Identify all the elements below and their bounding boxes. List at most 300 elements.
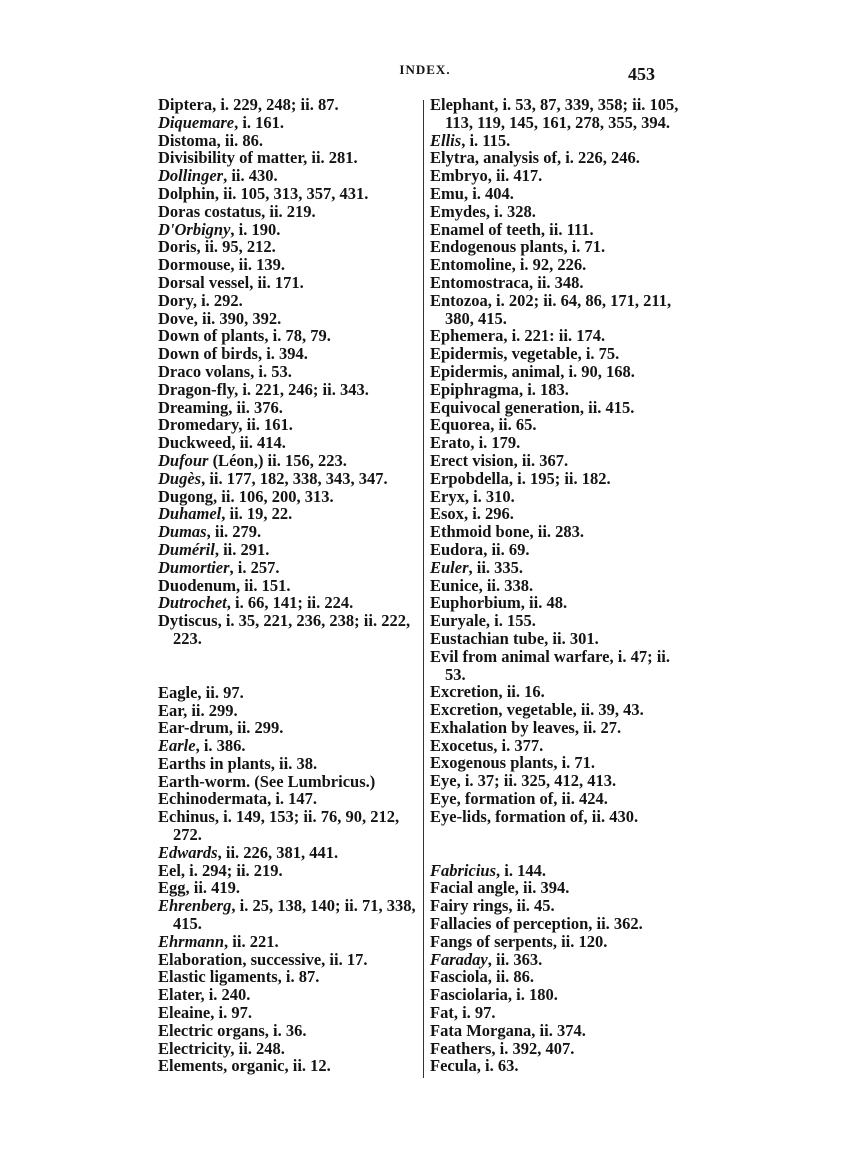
entry-term: Dytiscus	[158, 611, 218, 631]
index-entry	[158, 897, 418, 933]
entry-references: , ii. 39, 43.	[572, 700, 644, 720]
entry-term: Dormouse	[158, 255, 231, 275]
index-entry	[430, 327, 680, 345]
index-entry	[430, 399, 680, 417]
index-entry	[158, 221, 418, 239]
index-column-right	[430, 96, 680, 1075]
entry-term: Erect vision	[430, 450, 514, 470]
index-entry	[158, 114, 418, 132]
index-entry	[158, 559, 418, 577]
index-entry	[430, 559, 680, 577]
entry-references: , ii. 283.	[529, 522, 585, 542]
entry-references: , ii. 279.	[206, 522, 262, 542]
index-entry	[158, 327, 418, 345]
entry-term: Earle	[158, 736, 196, 756]
index-entry	[430, 345, 680, 363]
entry-references: , ii. 430.	[223, 166, 278, 186]
entry-term: Eunice	[430, 575, 479, 595]
entry-term: Edwards	[158, 842, 218, 862]
index-entry	[158, 951, 418, 969]
entry-term: Ethmoid bone	[430, 522, 530, 542]
entry-references: , i. 294; ii. 219.	[180, 860, 283, 880]
entry-term: Elytra, analysis of	[430, 148, 557, 168]
entry-term: Elater	[158, 985, 201, 1005]
entry-references: , i. 190.	[230, 219, 281, 239]
entry-references: , i. 66, 141; ii. 224.	[226, 593, 354, 613]
entry-term: Divisibility of matter	[158, 148, 304, 168]
entry-references: , ii. 120.	[552, 931, 608, 951]
index-entry	[158, 185, 418, 203]
entry-references: , ii. 335.	[468, 557, 524, 577]
index-column-left	[158, 96, 418, 1075]
entry-references: , ii. 17.	[321, 949, 368, 969]
index-entry	[430, 149, 680, 167]
index-entry	[430, 594, 680, 612]
entry-term: Earth-worm	[158, 771, 246, 791]
entry-term: Endogenous plants	[430, 237, 564, 257]
index-entry	[158, 256, 418, 274]
index-entry	[158, 773, 418, 791]
entry-term: Faraday	[430, 949, 488, 969]
entry-term: Elephant	[430, 95, 495, 114]
index-entry	[158, 167, 418, 185]
entry-term: Earths in plants	[158, 753, 271, 773]
entry-references: , ii. 414.	[231, 433, 286, 453]
index-entry	[158, 505, 418, 523]
index-entry	[430, 630, 680, 648]
entry-references: , i. 161.	[234, 112, 285, 132]
index-entry	[430, 221, 680, 239]
entry-references: . (See Lumbricus.)	[245, 771, 376, 791]
index-entry	[158, 594, 418, 612]
index-entry	[158, 1057, 418, 1075]
index-entry	[158, 1004, 418, 1022]
entry-references: , i. 75.	[577, 344, 620, 364]
index-entry	[158, 363, 418, 381]
entry-term: Dolphin	[158, 183, 215, 203]
entry-term: Dugès	[158, 468, 202, 488]
entry-term: Eudora	[430, 539, 484, 559]
entry-term: Ehrmann	[158, 931, 225, 951]
entry-references: , ii. 367.	[513, 450, 569, 470]
entry-term: Emu	[430, 183, 464, 203]
entry-term: Eel	[158, 860, 181, 880]
entry-references: , i. 202; ii. 64, 86, 171, 211, 380, 415.	[445, 290, 672, 328]
entry-references: , i. 71.	[553, 753, 596, 773]
entry-term: Entomostraca	[430, 272, 529, 292]
entry-references: , ii. 86.	[487, 967, 535, 987]
entry-term: Fata Morgana	[430, 1020, 532, 1040]
index-entry	[158, 96, 418, 114]
index-entry	[158, 149, 418, 167]
index-entry	[158, 790, 418, 808]
index-entry	[158, 862, 418, 880]
index-entry	[430, 416, 680, 434]
index-entry	[158, 416, 418, 434]
index-entry	[158, 1040, 418, 1058]
index-entry	[430, 505, 680, 523]
entry-term: Dollinger	[158, 166, 224, 186]
entry-term: Entozoa	[430, 290, 488, 310]
entry-term: Erpobdella	[430, 468, 509, 488]
index-entry	[430, 1022, 680, 1040]
entry-references: , i. 92, 226.	[511, 255, 587, 275]
entry-term: Euler	[430, 557, 469, 577]
entry-references: , ii. 219.	[261, 201, 316, 221]
entry-references: , ii. 171.	[249, 272, 304, 292]
entry-references: , i. 87.	[277, 967, 320, 987]
entry-term: Fairy rings	[430, 896, 509, 916]
entry-references: , ii. 161.	[238, 415, 293, 435]
entry-term: Feathers	[430, 1038, 492, 1058]
index-entry	[158, 933, 418, 951]
entry-references: , i. 257.	[229, 557, 280, 577]
entry-references: , ii. 106, 200, 313.	[213, 486, 334, 506]
entry-references: , ii. 48.	[520, 593, 568, 613]
entry-references: , ii. 45.	[508, 896, 555, 916]
entry-references: , i. 328.	[485, 201, 536, 221]
entry-references: , ii. 301.	[544, 628, 599, 648]
index-entry	[158, 737, 418, 755]
entry-references: , i. 63.	[476, 1056, 519, 1076]
entry-references: , ii. 16.	[498, 682, 545, 702]
entry-references: , ii. 390, 392.	[193, 308, 282, 328]
entry-term: Dromedary	[158, 415, 239, 435]
index-entry	[158, 1022, 418, 1040]
entry-references: , i. 53.	[250, 361, 292, 381]
entry-term: Fallacies of perception	[430, 914, 589, 934]
index-group-f	[430, 862, 680, 1076]
entry-term: Enamel of teeth	[430, 219, 541, 239]
index-entry	[430, 968, 680, 986]
entry-references: , ii. 177, 182, 338, 343, 347.	[201, 468, 388, 488]
index-entry	[158, 274, 418, 292]
entry-term: Excretion, vegetable	[430, 700, 573, 720]
entry-references: , ii. 299.	[183, 700, 238, 720]
index-entry	[430, 381, 680, 399]
entry-references: , i. 47; ii. 53.	[445, 646, 670, 684]
entry-term: Euphorbium	[430, 593, 521, 613]
entry-references: , i. 36.	[264, 1020, 307, 1040]
index-entry	[158, 968, 418, 986]
entry-term: Echinus	[158, 807, 215, 827]
index-group-e-continued	[430, 96, 680, 826]
index-entry	[430, 737, 680, 755]
index-entry	[430, 132, 680, 150]
entry-term: Dutrochet	[158, 593, 227, 613]
running-header: INDEX.	[399, 62, 451, 77]
index-entry	[430, 1004, 680, 1022]
entry-term: Exogenous plants	[430, 753, 554, 773]
entry-references: , ii. 86.	[216, 130, 263, 150]
entry-references: , ii. 419.	[185, 878, 241, 898]
entry-references: , i. 240.	[200, 985, 251, 1005]
entry-references: , ii. 105, 313, 357, 431.	[214, 183, 369, 203]
entry-references: , i. 226, 246.	[556, 148, 640, 168]
entry-references: , i. 149, 153; ii. 76, 90, 212, 272.	[173, 807, 400, 845]
entry-term: Eryx	[430, 486, 465, 506]
index-entry	[158, 470, 418, 488]
index-entry	[430, 238, 680, 256]
index-entry	[158, 381, 418, 399]
index-entry	[158, 844, 418, 862]
entry-term: Dreaming	[158, 397, 229, 417]
entry-term: Fabricius	[430, 860, 497, 880]
entry-term: Eustachian tube	[430, 628, 545, 648]
entry-references: , i. 144.	[496, 860, 546, 880]
index-entry	[430, 185, 680, 203]
entry-references: , ii. 226, 381, 441.	[217, 842, 339, 862]
entry-term: Fangs of serpents	[430, 931, 553, 951]
index-entry	[430, 203, 680, 221]
index-entry	[430, 648, 680, 684]
index-entry	[158, 577, 418, 595]
entry-term: Emydes	[430, 201, 486, 221]
entry-term: Epiphragma	[430, 379, 519, 399]
entry-term: Draco volans	[158, 361, 251, 381]
entry-term: Duodenum	[158, 575, 236, 595]
entry-references: , ii. 281.	[303, 148, 358, 168]
index-entry	[158, 132, 418, 150]
entry-references: , i. 296.	[463, 504, 514, 524]
index-entry	[158, 612, 418, 648]
entry-term: Ephemera	[430, 326, 504, 346]
entry-references: , ii. 12.	[284, 1056, 331, 1076]
entry-references: , ii. 95, 212.	[196, 237, 276, 257]
entry-term: Dorsal vessel	[158, 272, 250, 292]
entry-term: Duckweed	[158, 433, 232, 453]
index-entry	[430, 933, 680, 951]
index-group-d	[158, 96, 418, 648]
index-entry	[430, 808, 680, 826]
index-entry	[430, 434, 680, 452]
entry-term: Eye	[430, 771, 457, 791]
index-entry	[430, 523, 680, 541]
index-entry	[430, 1057, 680, 1075]
index-entry	[430, 897, 680, 915]
index-entry	[158, 292, 418, 310]
entry-term: Ear	[158, 700, 184, 720]
index-entry	[430, 274, 680, 292]
entry-term: Exocetus	[430, 735, 494, 755]
entry-term: D'Orbigny	[158, 219, 231, 239]
entry-references: , ii. 97.	[197, 682, 244, 702]
entry-term: Distoma	[158, 130, 217, 150]
entry-references: , ii. 430.	[583, 806, 639, 826]
entry-references: , ii. 248.	[230, 1038, 285, 1058]
index-entry	[430, 683, 680, 701]
index-entry	[158, 541, 418, 559]
index-entry	[430, 96, 680, 132]
entry-references: , ii. 69.	[483, 539, 530, 559]
index-entry	[430, 879, 680, 897]
entry-references: , ii. 38.	[270, 753, 318, 773]
index-entry	[430, 951, 680, 969]
entry-references: , ii. 376.	[228, 397, 283, 417]
entry-references: , i. 404.	[463, 183, 514, 203]
entry-term: Dragon-fly	[158, 379, 235, 399]
entry-term: Evil from animal warfare	[430, 646, 610, 666]
entry-references: , i. 392, 407.	[491, 1038, 575, 1058]
entry-term: Eagle	[158, 682, 198, 702]
entry-references: , i. 180.	[507, 985, 558, 1005]
index-entry	[430, 488, 680, 506]
entry-term: Dumas	[158, 522, 207, 542]
entry-term: Duhamel	[158, 504, 222, 524]
entry-references: , i. 147.	[267, 789, 318, 809]
entry-term: Duméril	[158, 539, 215, 559]
entry-references: , i. 97.	[453, 1003, 496, 1023]
index-entry	[430, 790, 680, 808]
entry-references: , ii. 65.	[490, 415, 537, 435]
column-divider	[423, 100, 424, 1078]
entry-references: , ii. 111.	[540, 219, 594, 239]
index-entry	[430, 719, 680, 737]
entry-references: , i. 90, 168.	[560, 361, 635, 381]
entry-references: , i. 155.	[485, 611, 536, 631]
index-entry	[430, 292, 680, 328]
entry-term: Dory	[158, 290, 193, 310]
entry-term: Dugong	[158, 486, 214, 506]
index-entry	[430, 256, 680, 274]
entry-term: Fecula	[430, 1056, 477, 1076]
entry-term: Fasciolaria	[430, 985, 508, 1005]
entry-term: Diquemare	[158, 112, 235, 132]
entry-term: Dove	[158, 308, 194, 328]
entry-references: , i. 229, 248; ii. 87.	[212, 95, 339, 114]
entry-references: , ii. 363.	[487, 949, 543, 969]
entry-term: Facial angle	[430, 878, 515, 898]
index-entry	[430, 541, 680, 559]
index-entry	[158, 310, 418, 328]
index-entry	[158, 808, 418, 844]
entry-term: Eleaine	[158, 1003, 211, 1023]
index-entry	[158, 345, 418, 363]
index-entry	[430, 1040, 680, 1058]
entry-references: , i. 394.	[257, 344, 308, 364]
entry-references: , i. 221: ii. 174.	[503, 326, 606, 346]
entry-references: (Léon,) ii. 156, 223.	[208, 450, 347, 470]
entry-term: Elaboration, successive	[158, 949, 322, 969]
entry-references: , i. 183.	[518, 379, 569, 399]
group-spacer	[430, 826, 680, 862]
entry-term: Electric organs	[158, 1020, 265, 1040]
entry-term: Epidermis, animal	[430, 361, 561, 381]
index-entry	[430, 167, 680, 185]
entry-references: , i. 386.	[195, 736, 246, 756]
entry-references: , ii. 139.	[230, 255, 285, 275]
index-entry	[158, 755, 418, 773]
entry-term: Eye-lids, formation of	[430, 806, 584, 826]
index-entry	[430, 754, 680, 772]
entry-term: Embryo	[430, 166, 488, 186]
entry-references: , ii. 299.	[228, 718, 284, 738]
entry-references: , i. 37; ii. 325, 412, 413.	[456, 771, 617, 791]
entry-term: Ear-drum	[158, 718, 229, 738]
group-spacer	[158, 648, 418, 684]
entry-references: , ii. 374.	[531, 1020, 586, 1040]
entry-term: Excretion	[430, 682, 499, 702]
index-entry	[430, 701, 680, 719]
entry-references: , ii. 362.	[588, 914, 643, 934]
entry-term: Down of plants	[158, 326, 265, 346]
entry-references: , ii. 424.	[553, 789, 608, 809]
index-entry	[430, 772, 680, 790]
entry-term: Dumortier	[158, 557, 230, 577]
entry-references: , ii. 338.	[478, 575, 534, 595]
page-number: 453	[628, 64, 655, 84]
entry-term: Epidermis, vegetable	[430, 344, 578, 364]
entry-term: Fasciola	[430, 967, 488, 987]
entry-references: , i. 35, 221, 236, 238; ii. 222, 223.	[173, 611, 411, 648]
index-entry	[158, 399, 418, 417]
entry-references: , i. 97.	[210, 1003, 252, 1023]
entry-term: Egg	[158, 878, 186, 898]
index-entry	[430, 986, 680, 1004]
entry-term: Down of birds	[158, 344, 258, 364]
index-entry	[158, 434, 418, 452]
entry-term: Elements, organic	[158, 1056, 285, 1076]
entry-references: , i. 377.	[493, 735, 544, 755]
entry-references: , i. 310.	[464, 486, 515, 506]
index-entry	[430, 915, 680, 933]
entry-term: Electricity	[158, 1038, 231, 1058]
index-entry	[158, 452, 418, 470]
entry-term: Echinodermata	[158, 789, 268, 809]
entry-term: Equorea	[430, 415, 491, 435]
index-group-e	[158, 684, 418, 1076]
entry-references: , i. 179.	[470, 433, 521, 453]
entry-references: , i. 53, 87, 339, 358; ii. 105, 113, 119, 145, 161, 278, 355, 394.	[445, 95, 679, 132]
index-entry	[430, 470, 680, 488]
entry-references: , ii. 394.	[514, 878, 570, 898]
entry-references: , ii. 151.	[235, 575, 291, 595]
entry-term: Euryale	[430, 611, 486, 631]
index-entry	[158, 719, 418, 737]
entry-term: Equivocal generation	[430, 397, 580, 417]
entry-references: , i. 221, 246; ii. 343.	[234, 379, 369, 399]
index-entry	[158, 702, 418, 720]
index-entry	[430, 363, 680, 381]
index-entry	[430, 577, 680, 595]
index-entry	[158, 203, 418, 221]
index-entry	[430, 612, 680, 630]
index-entry	[158, 879, 418, 897]
entry-references: , ii. 417.	[487, 166, 543, 186]
entry-references: , i. 115.	[461, 130, 511, 150]
entry-term: Ehrenberg	[158, 896, 232, 916]
entry-references: , i. 292.	[192, 290, 243, 310]
index-entry	[158, 986, 418, 1004]
entry-term: Elastic ligaments	[158, 967, 278, 987]
entry-term: Ellis	[430, 130, 462, 150]
index-entry	[430, 862, 680, 880]
index-entry	[158, 488, 418, 506]
index-entry	[158, 523, 418, 541]
index-entry	[158, 238, 418, 256]
index-entry	[158, 684, 418, 702]
entry-references: , ii. 27.	[574, 717, 622, 737]
entry-references: , ii. 221.	[224, 931, 279, 951]
entry-references: , ii. 19, 22.	[221, 504, 293, 524]
index-entry	[430, 452, 680, 470]
entry-references: , i. 195; ii. 182.	[508, 468, 611, 488]
entry-references: , i. 71.	[563, 237, 606, 257]
entry-term: Dufour	[158, 450, 209, 470]
entry-term: Doras costatus	[158, 201, 262, 221]
entry-term: Diptera	[158, 95, 213, 114]
entry-term: Fat	[430, 1003, 454, 1023]
